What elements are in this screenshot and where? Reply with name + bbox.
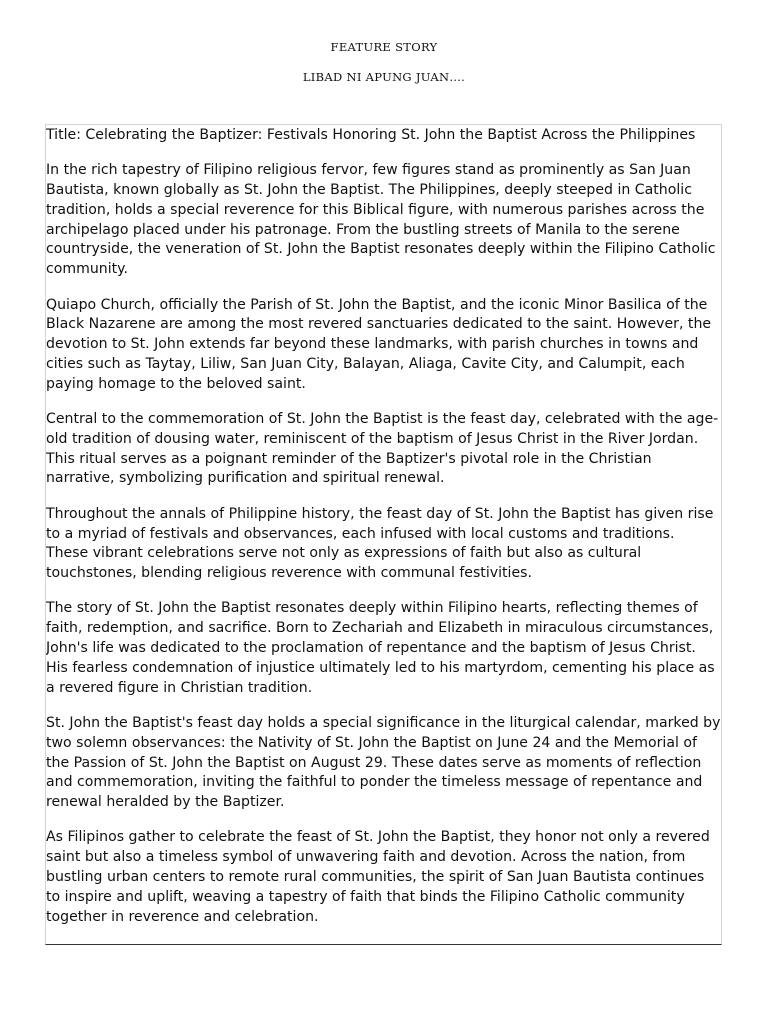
article-paragraph-3: Central to the commemoration of St. John the Baptist is the feast day, celebrated with the age-old tradition of dousing water, reminiscent of the baptism of Jesus Christ in the River Jordan. This ritual serves as a poignant reminder of the Baptizer's pivotal role in the Christian narrative, symbolizing purification and spiritual renewal. — [46, 411, 719, 487]
article-paragraph-1: In the rich tapestry of Filipino religious fervor, few figures stand as prominently as San Juan Bautista, known globally as St. John the Baptist. The Philippines, deeply steeped in Catholic tradition, holds a special reverence for this Biblical figure, with numerous parishes across the archipelago placed under his patronage. From the bustling streets of Manila to the serene countryside, the veneration of St. John the Baptist resonates deeply within the Filipino Catholic community. — [46, 162, 716, 278]
document-header — [0, 38, 768, 86]
article-paragraph-6: St. John the Baptist's feast day holds a special significance in the liturgical calendar, marked by two solemn observances: the Nativity of St. John the Baptist on June 24 and the Memorial of the Passion of St. John the Baptist on August 29. These dates serve as moments of reflection and commemoration, inviting the faithful to ponder the timeless message of repentance and renewal heralded by the Baptizer. — [46, 714, 721, 811]
article-paragraph-2: Quiapo Church, officially the Parish of St. John the Baptist, and the iconic Minor Basilica of the Black Nazarene are among the most revered sanctuaries dedicated to the saint. However, the devotion to St. John extends far beyond these landmarks, with parish churches in towns and cities such as Taytay, Liliw, San Juan City, Balayan, Aliaga, Cavite City, and Calumpit, each paying homage to the beloved saint. — [46, 296, 712, 392]
article-paragraph-5: The story of St. John the Baptist resonates deeply within Filipino hearts, reflecting themes of faith, redemption, and sacrifice. Born to Zechariah and Elizabeth in miraculous circumstances, John's life was dedicated to the proclamation of repentance and the baptism of Jesus Christ. His fearless condemnation of injustice ultimately led to his martyrdom, cementing his place as a revered figure in Christian tradition. — [46, 600, 715, 696]
article-title: Title: Celebrating the Baptizer: Festivals Honoring St. John the Baptist Across the Philippines — [46, 127, 696, 143]
article-body — [46, 125, 721, 927]
article-paragraph-7: As Filipinos gather to celebrate the feast of St. John the Baptist, they honor not only a revered saint but also a timeless symbol of unwavering faith and devotion. Across the nation, from bustling urban centers to remote rural communities, the spirit of San Juan Bautista continues to inspire and uplift, weaving a tapestry of faith that binds the Filipino Catholic community together in reverence and celebration. — [46, 829, 710, 925]
article-paragraph-4: Throughout the annals of Philippine history, the feast day of St. John the Baptist has given rise to a myriad of festivals and observances, each infused with local customs and traditions. These vibrant celebrations serve not only as expressions of faith but also as cultural touchstones, blending religious reverence with communal festivities. — [46, 505, 714, 582]
article-text-box — [45, 124, 722, 945]
section-label: FEATURE STORY — [330, 40, 438, 54]
document-subtitle: LIBAD NI APUNG JUAN…. — [302, 70, 466, 84]
